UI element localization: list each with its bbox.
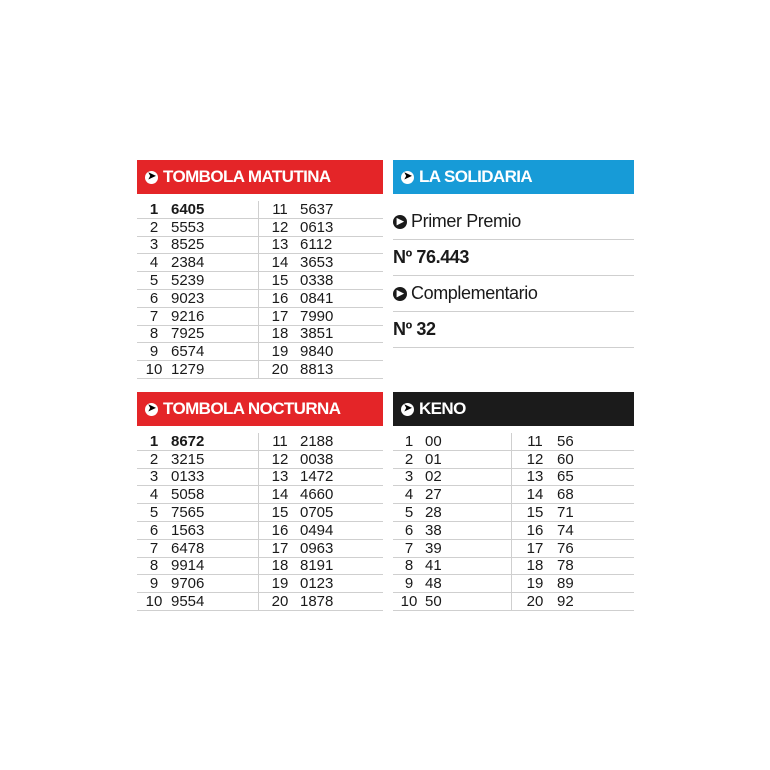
drawn-number: 71 [557,503,574,521]
drawn-number: 0963 [300,539,334,557]
position-number: 9 [149,575,159,593]
position-number: 6 [149,521,159,539]
position-number: 8 [149,325,159,343]
drawn-number: 1279 [171,360,205,378]
position-number: 18 [526,557,544,575]
results-column-left [137,201,260,379]
position-number: 18 [271,557,289,575]
position-number: 10 [400,592,418,610]
position-number: 13 [271,468,289,486]
drawn-number: 6405 [171,200,205,218]
drawn-number: 0705 [300,503,334,521]
result-row [393,451,513,469]
drawn-number: 5553 [171,218,205,236]
result-row [513,558,634,576]
result-row [513,540,634,558]
drawn-number: 9554 [171,592,205,610]
drawn-number: 7925 [171,325,205,343]
position-number: 17 [271,307,289,325]
result-row [393,486,513,504]
column-divider [511,433,512,611]
position-number: 7 [404,539,414,557]
drawn-number: 27 [425,486,442,504]
result-row [260,558,383,576]
position-number: 14 [526,486,544,504]
result-row [137,343,260,361]
complementario-value: Nº 32 [393,312,634,348]
result-row [513,451,634,469]
result-row [260,326,383,344]
result-row [137,593,260,611]
drawn-number: 50 [425,592,442,610]
drawn-number: 5239 [171,271,205,289]
drawn-number: 41 [425,557,442,575]
result-row [260,504,383,522]
drawn-number: 48 [425,575,442,593]
position-number: 8 [149,557,159,575]
drawn-number: 6574 [171,343,205,361]
position-number: 17 [526,539,544,557]
drawn-number: 2384 [171,254,205,272]
position-number: 1 [404,432,414,450]
result-row [260,343,383,361]
result-row [137,308,260,326]
drawn-number: 68 [557,486,574,504]
result-row [260,575,383,593]
drawn-number: 0038 [300,450,334,468]
position-number: 16 [271,521,289,539]
result-row [137,504,260,522]
drawn-number: 0133 [171,468,205,486]
header-tombola-nocturna [137,392,383,426]
result-row [137,254,260,272]
drawn-number: 9023 [171,289,205,307]
position-number: 13 [526,468,544,486]
drawn-number: 5637 [300,200,334,218]
position-number: 1 [149,200,159,218]
drawn-number: 1878 [300,592,334,610]
result-row [393,593,513,611]
result-row [137,558,260,576]
position-number: 11 [272,432,288,450]
drawn-number: 76 [557,539,574,557]
header-la-solidaria [393,160,634,194]
position-number: 10 [145,360,163,378]
result-row [260,272,383,290]
position-number: 2 [149,218,159,236]
result-row [393,433,513,451]
drawn-number: 28 [425,503,442,521]
position-number: 2 [404,450,414,468]
result-row [137,326,260,344]
drawn-number: 6112 [300,236,333,254]
header-keno [393,392,634,426]
result-row [513,593,634,611]
result-row [137,272,260,290]
position-number: 5 [149,271,159,289]
arrow-left-icon: ➤ [145,171,158,184]
position-number: 15 [271,503,289,521]
result-row [137,540,260,558]
drawn-number: 0841 [300,289,334,307]
position-number: 11 [527,432,543,450]
column-divider [258,433,259,611]
drawn-number: 0613 [300,218,334,236]
position-number: 14 [271,486,289,504]
drawn-number: 0494 [300,521,334,539]
position-number: 1 [149,432,159,450]
column-divider [258,201,259,379]
drawn-number: 00 [425,432,442,450]
position-number: 19 [271,575,289,593]
position-number: 19 [526,575,544,593]
result-row [260,361,383,379]
panel-la-solidaria [393,160,634,348]
panel-tombola-matutina [137,160,383,379]
drawn-number: 0123 [300,575,334,593]
position-number: 14 [271,254,289,272]
drawn-number: 8672 [171,432,205,450]
position-number: 19 [271,343,289,361]
position-number: 12 [526,450,544,468]
drawn-number: 9840 [300,343,334,361]
position-number: 17 [271,539,289,557]
result-row [513,575,634,593]
drawn-number: 89 [557,575,574,593]
result-row [137,361,260,379]
drawn-number: 6478 [171,539,205,557]
result-row [260,451,383,469]
results-column-right [260,201,383,379]
result-row [260,593,383,611]
result-row [513,504,634,522]
result-row [393,522,513,540]
drawn-number: 01 [425,450,442,468]
result-row [513,486,634,504]
result-row [513,522,634,540]
result-row [260,237,383,255]
position-number: 5 [404,503,414,521]
drawn-number: 92 [557,592,574,610]
result-row [393,558,513,576]
drawn-number: 2188 [300,432,334,450]
position-number: 20 [271,592,289,610]
drawn-number: 9914 [171,557,205,575]
drawn-number: 78 [557,557,574,575]
drawn-number: 3851 [300,325,334,343]
result-row [260,254,383,272]
result-row [393,540,513,558]
drawn-number: 60 [557,450,574,468]
result-row [137,290,260,308]
position-number: 9 [149,343,159,361]
header-title: TOMBOLA NOCTURNA [163,399,341,418]
position-number: 20 [271,360,289,378]
position-number: 15 [271,271,289,289]
drawn-number: 02 [425,468,442,486]
position-number: 3 [404,468,414,486]
panel-tombola-nocturna [137,392,383,611]
drawn-number: 65 [557,468,574,486]
position-number: 5 [149,503,159,521]
drawn-number: 9216 [171,307,205,325]
position-number: 20 [526,592,544,610]
result-row [137,201,260,219]
position-number: 12 [271,450,289,468]
result-row [137,469,260,487]
result-row [137,219,260,237]
result-row [137,451,260,469]
primer-premio-text: Primer Premio [411,211,521,231]
primer-premio-label [393,204,634,240]
arrow-left-icon: ➤ [145,403,158,416]
position-number: 3 [149,468,159,486]
position-number: 2 [149,450,159,468]
result-row [260,308,383,326]
header-title: TOMBOLA MATUTINA [163,167,331,186]
position-number: 12 [271,218,289,236]
position-number: 16 [526,521,544,539]
result-row [393,469,513,487]
position-number: 4 [149,486,159,504]
result-row [260,201,383,219]
drawn-number: 0338 [300,271,334,289]
position-number: 13 [271,236,289,254]
drawn-number: 7990 [300,307,334,325]
position-number: 8 [404,557,414,575]
header-title: LA SOLIDARIA [419,167,533,186]
result-row [260,486,383,504]
position-number: 15 [526,503,544,521]
drawn-number: 7565 [171,503,205,521]
position-number: 16 [271,289,289,307]
position-number: 4 [149,254,159,272]
arrow-right-icon: ▶ [393,287,407,301]
position-number: 7 [149,539,159,557]
drawn-number: 4660 [300,486,334,504]
position-number: 3 [149,236,159,254]
result-row [260,522,383,540]
position-number: 7 [149,307,159,325]
results-column-left [393,433,513,611]
position-number: 9 [404,575,414,593]
drawn-number: 74 [557,521,574,539]
complementario-text: Complementario [411,283,538,303]
result-row [260,469,383,487]
result-row [137,237,260,255]
drawn-number: 8191 [300,557,334,575]
result-row [260,290,383,308]
result-row [513,469,634,487]
results-column-right [260,433,383,611]
position-number: 6 [149,289,159,307]
arrow-left-icon: ➤ [401,171,414,184]
position-number: 6 [404,521,414,539]
results-column-left [137,433,260,611]
result-row [393,504,513,522]
result-row [137,486,260,504]
complementario-label [393,276,634,312]
result-row [393,575,513,593]
primer-premio-value: Nº 76.443 [393,240,634,276]
position-number: 10 [145,592,163,610]
drawn-number: 1472 [300,468,334,486]
drawn-number: 1563 [171,521,205,539]
drawn-number: 8813 [300,360,334,378]
drawn-number: 39 [425,539,442,557]
drawn-number: 9706 [171,575,205,593]
position-number: 11 [272,200,288,218]
arrow-right-icon: ▶ [393,215,407,229]
result-row [513,433,634,451]
result-row [260,540,383,558]
result-row [137,433,260,451]
drawn-number: 56 [557,432,574,450]
panel-keno [393,392,634,611]
result-row [260,219,383,237]
result-row [260,433,383,451]
position-number: 4 [404,486,414,504]
result-row [137,575,260,593]
drawn-number: 3215 [171,450,205,468]
position-number: 18 [271,325,289,343]
drawn-number: 8525 [171,236,205,254]
drawn-number: 3653 [300,254,334,272]
results-column-right [513,433,634,611]
header-title: KENO [419,399,466,418]
drawn-number: 5058 [171,486,205,504]
header-tombola-matutina [137,160,383,194]
arrow-left-icon: ➤ [401,403,414,416]
drawn-number: 38 [425,521,442,539]
result-row [137,522,260,540]
